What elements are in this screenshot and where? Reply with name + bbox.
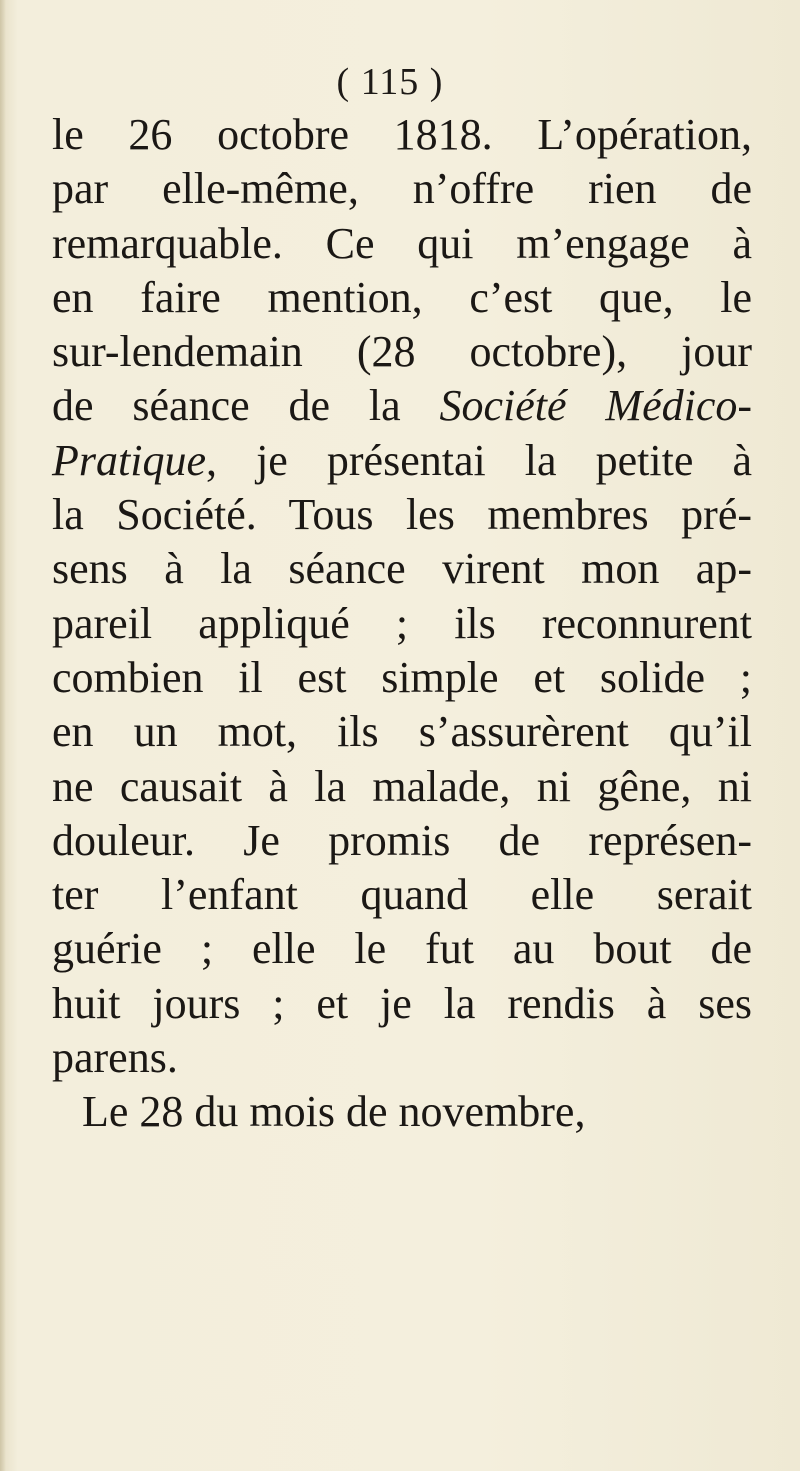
text-line-5: sur-lendemain (28 octobre), jour: [52, 327, 752, 377]
text-line-7-roman: , je présentai la petite à: [205, 435, 752, 485]
text-line-17: huit jours ; et je la rendis à ses: [52, 978, 752, 1028]
society-name-part-2: Pratique: [52, 435, 206, 485]
text-line-8: la Société. Tous les membres pré-: [52, 490, 752, 540]
text-line-19: Le 28 du mois de novembre,: [82, 1087, 586, 1137]
text-line-13: ne causait à la malade, ni gêne, ni: [52, 761, 752, 811]
text-line-18: parens.: [52, 1033, 178, 1083]
text-line-11: combien il est simple et solide ;: [52, 652, 752, 702]
text-line-3: remarquable. Ce qui m’engage à: [52, 218, 752, 268]
text-line-7: [52, 434, 752, 488]
text-line-12: en un mot, ils s’assurèrent qu’il: [52, 707, 752, 757]
text-line-2: par elle-même, n’offre rien de: [52, 164, 752, 214]
page-number: ( 115 ): [336, 61, 444, 103]
text-line-1: le 26 octobre 1818. L’opération,: [52, 110, 752, 159]
text-line-16: guérie ; elle le fut au bout de: [52, 924, 752, 974]
text-line-14: douleur. Je promis de représen-: [52, 815, 752, 865]
text-line-6: [52, 379, 752, 433]
body-text: [52, 108, 752, 1140]
text-line-15: ter l’enfant quand elle serait: [52, 870, 752, 920]
text-line-9: sens à la séance virent mon ap-: [52, 544, 752, 594]
page-edge-shadow: [0, 0, 6, 1471]
text-line-10: pareil appliqué ; ils reconnurent: [52, 598, 752, 648]
text-line-6-roman: de séance de la: [52, 381, 440, 431]
text-line-4: en faire mention, c’est que, le: [52, 272, 752, 322]
society-name-part-1: Société Médico-: [439, 381, 753, 431]
